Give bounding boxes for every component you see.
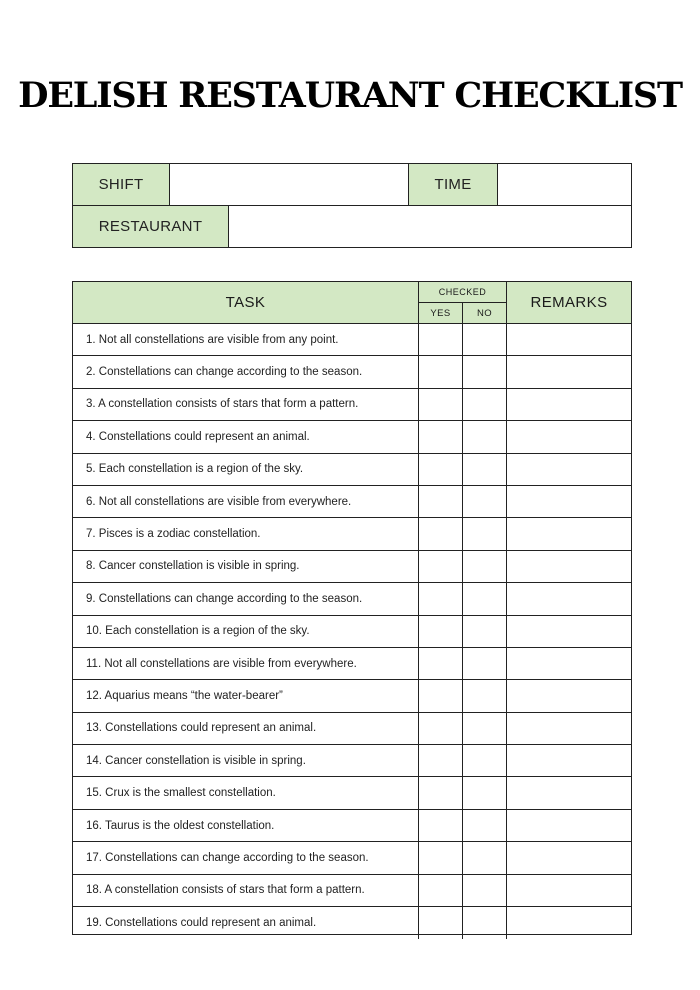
time-field[interactable] xyxy=(498,164,631,205)
restaurant-row xyxy=(73,206,631,247)
no-checkbox-cell[interactable] xyxy=(463,907,507,939)
table-header xyxy=(73,282,631,324)
no-checkbox-cell[interactable] xyxy=(463,680,507,711)
no-checkbox-cell[interactable] xyxy=(463,389,507,420)
table-row xyxy=(73,713,631,745)
yes-checkbox-cell[interactable] xyxy=(419,518,463,549)
task-cell: 6. Not all constellations are visible from everywhere. xyxy=(73,486,419,517)
table-row xyxy=(73,518,631,550)
no-checkbox-cell[interactable] xyxy=(463,518,507,549)
table-row xyxy=(73,745,631,777)
restaurant-label: RESTAURANT xyxy=(73,206,229,247)
no-checkbox-cell[interactable] xyxy=(463,875,507,906)
task-cell: 4. Constellations could represent an animal. xyxy=(73,421,419,452)
task-cell: 10. Each constellation is a region of the sky. xyxy=(73,616,419,647)
remarks-cell[interactable] xyxy=(507,454,631,485)
table-body xyxy=(73,324,631,939)
checklist-table xyxy=(72,281,632,935)
checked-column-header: CHECKED xyxy=(419,282,506,303)
table-row xyxy=(73,421,631,453)
table-row xyxy=(73,680,631,712)
yes-checkbox-cell[interactable] xyxy=(419,745,463,776)
task-cell: 5. Each constellation is a region of the sky. xyxy=(73,454,419,485)
no-checkbox-cell[interactable] xyxy=(463,713,507,744)
remarks-cell[interactable] xyxy=(507,875,631,906)
task-cell: 1. Not all constellations are visible from any point. xyxy=(73,324,419,355)
yes-checkbox-cell[interactable] xyxy=(419,777,463,808)
task-cell: 7. Pisces is a zodiac constellation. xyxy=(73,518,419,549)
task-cell: 11. Not all constellations are visible from everywhere. xyxy=(73,648,419,679)
task-cell: 16. Taurus is the oldest constellation. xyxy=(73,810,419,841)
yes-checkbox-cell[interactable] xyxy=(419,810,463,841)
yes-checkbox-cell[interactable] xyxy=(419,713,463,744)
table-row xyxy=(73,842,631,874)
no-column-header: NO xyxy=(476,307,493,319)
no-checkbox-cell[interactable] xyxy=(463,324,507,355)
remarks-cell[interactable] xyxy=(507,713,631,744)
table-row xyxy=(73,777,631,809)
remarks-cell[interactable] xyxy=(507,907,631,939)
table-row xyxy=(73,616,631,648)
no-checkbox-cell[interactable] xyxy=(463,583,507,614)
no-checkbox-cell[interactable] xyxy=(463,356,507,387)
no-checkbox-cell[interactable] xyxy=(463,810,507,841)
shift-label: SHIFT xyxy=(73,164,170,205)
shift-info-grid xyxy=(72,163,632,248)
table-row xyxy=(73,583,631,615)
restaurant-field[interactable] xyxy=(229,206,631,247)
remarks-cell[interactable] xyxy=(507,486,631,517)
table-row xyxy=(73,356,631,388)
table-row xyxy=(73,486,631,518)
table-row xyxy=(73,875,631,907)
remarks-column-header: REMARKS xyxy=(530,294,608,311)
table-row xyxy=(73,907,631,939)
remarks-cell[interactable] xyxy=(507,777,631,808)
task-cell: 3. A constellation consists of stars that form a pattern. xyxy=(73,389,419,420)
yes-checkbox-cell[interactable] xyxy=(419,551,463,582)
shift-time-row xyxy=(73,164,631,206)
yes-checkbox-cell[interactable] xyxy=(419,486,463,517)
remarks-cell[interactable] xyxy=(507,616,631,647)
task-cell: 14. Cancer constellation is visible in spring. xyxy=(73,745,419,776)
remarks-cell[interactable] xyxy=(507,842,631,873)
table-row xyxy=(73,389,631,421)
remarks-cell[interactable] xyxy=(507,518,631,549)
task-column-header: TASK xyxy=(73,282,419,323)
no-checkbox-cell[interactable] xyxy=(463,842,507,873)
remarks-cell[interactable] xyxy=(507,810,631,841)
time-label: TIME xyxy=(409,164,498,205)
no-checkbox-cell[interactable] xyxy=(463,551,507,582)
remarks-cell[interactable] xyxy=(507,551,631,582)
yes-checkbox-cell[interactable] xyxy=(419,648,463,679)
yes-column-header: YES xyxy=(419,303,463,323)
yes-checkbox-cell[interactable] xyxy=(419,842,463,873)
no-checkbox-cell[interactable] xyxy=(463,421,507,452)
task-cell: 12. Aquarius means “the water-bearer” xyxy=(73,680,419,711)
remarks-cell[interactable] xyxy=(507,583,631,614)
task-cell: 9. Constellations can change according to the season. xyxy=(73,583,419,614)
remarks-cell[interactable] xyxy=(507,745,631,776)
page-title: DELISH RESTAURANT CHECKLIST xyxy=(18,75,682,116)
yes-checkbox-cell[interactable] xyxy=(419,421,463,452)
yes-checkbox-cell[interactable] xyxy=(419,616,463,647)
task-cell: 19. Constellations could represent an animal. xyxy=(73,907,419,939)
checked-column-group xyxy=(419,282,507,323)
shift-field[interactable] xyxy=(170,164,409,205)
remarks-cell[interactable] xyxy=(507,680,631,711)
remarks-cell[interactable] xyxy=(507,356,631,387)
task-cell: 15. Crux is the smallest constellation. xyxy=(73,777,419,808)
yes-checkbox-cell[interactable] xyxy=(419,875,463,906)
yes-checkbox-cell[interactable] xyxy=(419,680,463,711)
task-cell: 18. A constellation consists of stars that form a pattern. xyxy=(73,875,419,906)
yes-checkbox-cell[interactable] xyxy=(419,324,463,355)
remarks-cell[interactable] xyxy=(507,648,631,679)
yes-checkbox-cell[interactable] xyxy=(419,454,463,485)
table-row xyxy=(73,454,631,486)
remarks-cell[interactable] xyxy=(507,324,631,355)
yes-checkbox-cell[interactable] xyxy=(419,389,463,420)
table-row xyxy=(73,810,631,842)
table-row xyxy=(73,648,631,680)
remarks-cell[interactable] xyxy=(507,421,631,452)
task-cell: 17. Constellations can change according to the season. xyxy=(73,842,419,873)
yes-checkbox-cell[interactable] xyxy=(419,583,463,614)
yes-checkbox-cell[interactable] xyxy=(419,907,463,939)
no-checkbox-cell[interactable] xyxy=(463,745,507,776)
task-cell: 2. Constellations can change according to the season. xyxy=(73,356,419,387)
no-checkbox-cell[interactable] xyxy=(463,616,507,647)
yes-checkbox-cell[interactable] xyxy=(419,356,463,387)
no-checkbox-cell[interactable] xyxy=(463,486,507,517)
task-cell: 13. Constellations could represent an animal. xyxy=(73,713,419,744)
no-checkbox-cell[interactable] xyxy=(463,454,507,485)
table-row xyxy=(73,551,631,583)
remarks-cell[interactable] xyxy=(507,389,631,420)
table-row xyxy=(73,324,631,356)
task-cell: 8. Cancer constellation is visible in spring. xyxy=(73,551,419,582)
no-checkbox-cell[interactable] xyxy=(463,648,507,679)
no-checkbox-cell[interactable] xyxy=(463,777,507,808)
